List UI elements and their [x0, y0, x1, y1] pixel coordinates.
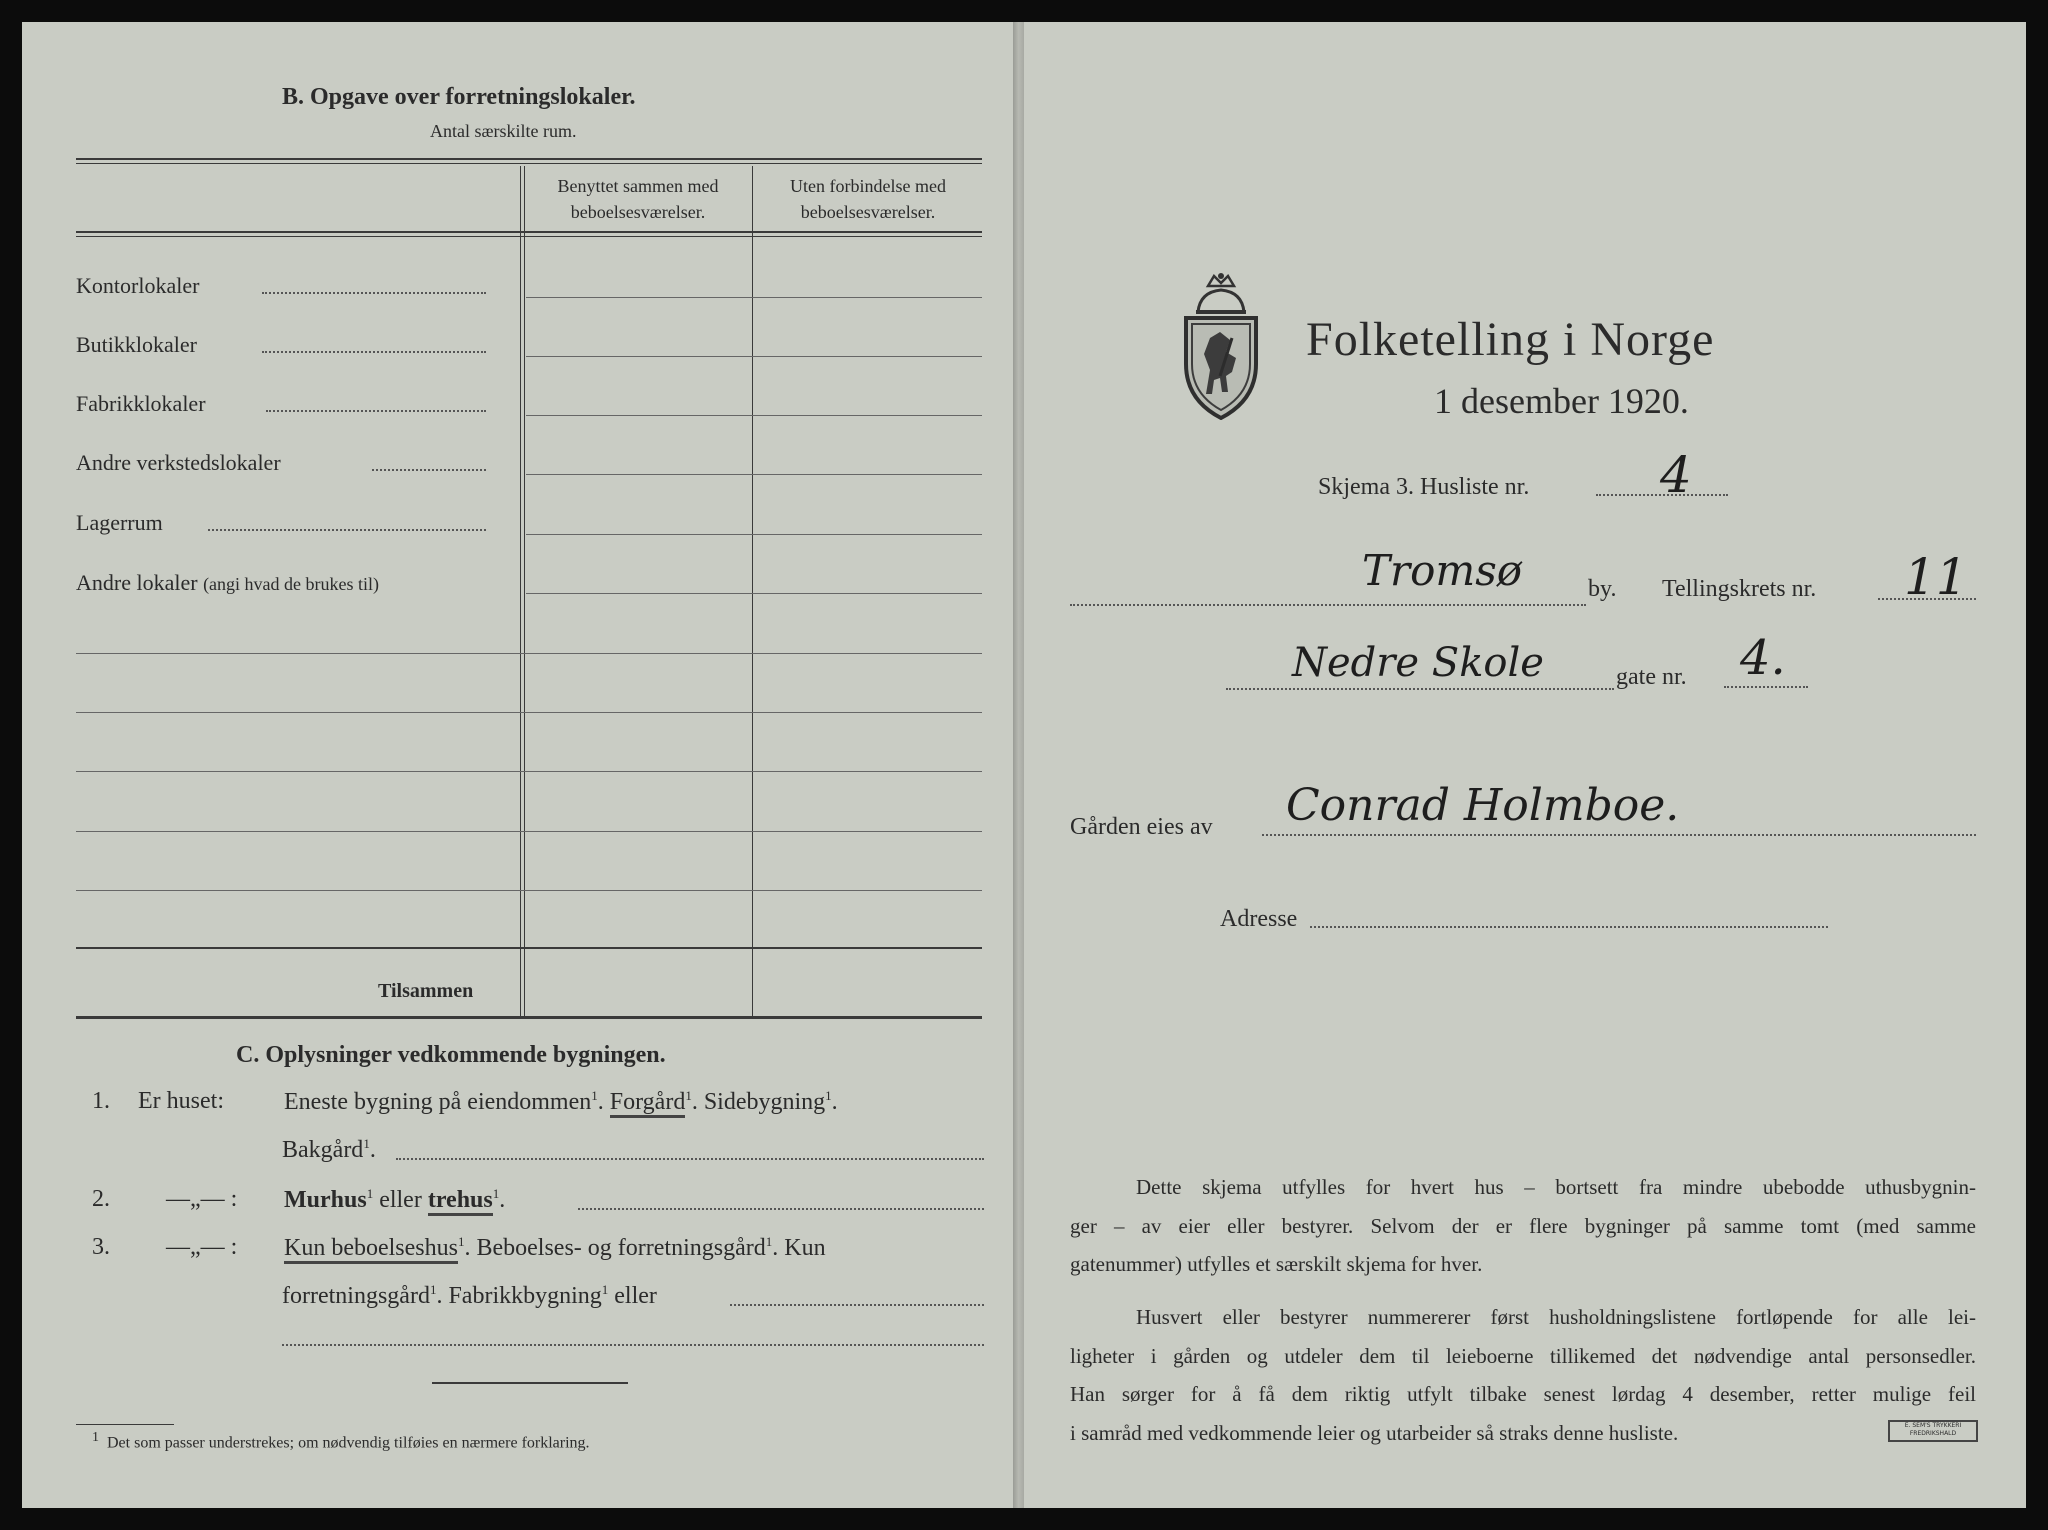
q2-opt-murhus: Murhus: [284, 1187, 367, 1213]
col1-header-line1: Benyttet sammen med: [557, 176, 719, 196]
by-label: by.: [1588, 576, 1617, 602]
q3-opt-kun-beboelseshus: Kun beboelseshus: [284, 1235, 458, 1264]
cell-line: [526, 297, 982, 298]
section-b-subtitle: Antal særskilte rum.: [430, 121, 577, 141]
instructions-line: i samråd med vedkommende leier og utarbeider så straks denne husliste.: [1070, 1420, 1679, 1445]
right-page: [1024, 22, 2026, 1508]
row-label-lagerrum: Lagerrum: [76, 510, 163, 535]
q1-opt-forgard: Forgård: [610, 1089, 686, 1118]
fill-line: [282, 1344, 984, 1346]
leader-dots: [266, 410, 486, 412]
table-col-divider-1: [520, 166, 521, 1016]
cell-line: [76, 771, 982, 772]
gate-line: [1724, 686, 1808, 688]
instructions-line: ger – av eier eller bestyrer. Selvom der er flere bygninger på samme tomt (med samme: [1070, 1213, 1976, 1238]
section-end-rule: [432, 1382, 628, 1384]
col2-header-line1: Uten forbindelse med: [790, 176, 946, 196]
footnote-ref: 1: [591, 1088, 598, 1103]
skjema-label: Skjema 3. Husliste nr.: [1318, 474, 1530, 500]
instructions-line: ligheter i gården og utdeler dem til leieboerne tillikemed det nødvendige antal personsedler.: [1070, 1343, 1976, 1368]
city-line: [1070, 604, 1586, 606]
printer-mark-line2: FREDRIKSHALD: [1909, 1430, 1957, 1437]
footnote-number: 1: [92, 1430, 99, 1445]
q1-opt-eneste: Eneste bygning på eiendommen: [284, 1089, 592, 1115]
q1-opt-sidebygning: Sidebygning: [703, 1089, 826, 1115]
total-rule: [76, 947, 982, 949]
table-top-rule-thin: [76, 163, 982, 164]
col2-header-line2: beboelsesværelser.: [800, 202, 936, 222]
q3-options-line2: forretningsgård$^1$. Fabrikkbygning$^1$ eller: [282, 1282, 657, 1309]
tellingskrets-nr-handwritten: 11: [1904, 548, 1968, 606]
footnote-ref: 1: [457, 1234, 465, 1249]
table-header-rule: [76, 231, 982, 233]
andre-lokaler-text: Andre lokaler: [76, 570, 198, 595]
q2-number: 2.: [92, 1186, 110, 1212]
total-label: Tilsammen: [378, 980, 474, 1002]
gate-label: gate nr.: [1616, 664, 1687, 690]
cell-line: [76, 653, 982, 654]
table-header-rule-thin: [76, 236, 982, 237]
street-line: [1226, 688, 1614, 690]
footnote-ref: 1: [366, 1186, 374, 1201]
tellingskrets-label: Tellingskrets nr.: [1662, 576, 1817, 602]
adresse-label: Adresse: [1220, 906, 1298, 932]
street-handwritten: Nedre Skole: [1292, 640, 1544, 686]
instructions-paragraph-2: [1070, 1298, 1976, 1452]
footnote-ref: 1: [492, 1186, 500, 1201]
owner-line: [1262, 834, 1976, 836]
fill-line: [578, 1208, 984, 1210]
row-label-butikklokaler: Butikklokaler: [76, 332, 197, 357]
row-label-fabrikklokaler: Fabrikklokaler: [76, 391, 206, 416]
cell-line: [526, 356, 982, 357]
col1-header-line2: beboelsesværelser.: [570, 202, 706, 222]
norway-coat-of-arms-icon: [1180, 272, 1262, 420]
section-c-title: C. Oplysninger vedkommende bygningen.: [236, 1042, 666, 1068]
cell-line: [526, 474, 982, 475]
q1-options: Eneste bygning på eiendommen$^1$. Forgård$^1$. Sidebygning$^1$.: [284, 1088, 838, 1116]
section-b-title: B. Opgave over forretningslokaler.: [282, 84, 636, 110]
cell-line: [526, 415, 982, 416]
fill-line: [396, 1158, 984, 1160]
q2-options: Murhus$^1$ eller trehus$^1$.: [284, 1186, 505, 1214]
city-handwritten: Tromsø: [1362, 546, 1523, 595]
q1-label: Er huset:: [138, 1088, 224, 1114]
printer-mark: [1888, 1420, 1978, 1442]
row-label-kontorlokaler: Kontorlokaler: [76, 273, 200, 298]
q3-label: —„— :: [166, 1234, 238, 1260]
table-bottom-rule: [76, 1016, 982, 1019]
instructions-line: Han sørger for å få dem riktig utfylt tilbake senest lørdag 4 desember, retter mulige feil: [1070, 1382, 1976, 1406]
q2-label: —„— :: [166, 1186, 238, 1212]
footnote-ref: 1: [363, 1136, 370, 1151]
table-top-rule: [76, 158, 982, 160]
form-title: Folketelling i Norge: [1306, 313, 1715, 366]
instructions-line: Dette skjema utfylles for hvert hus – bortsett fra mindre ubebodde uthusbygnin-: [1136, 1175, 1976, 1199]
footnote-ref: 1: [765, 1234, 773, 1249]
adresse-line: [1310, 926, 1828, 928]
printer-mark-line1: E. SEM'S TRYKKERI: [1904, 1422, 1962, 1429]
leader-dots: [372, 469, 486, 471]
footnote: [92, 1430, 590, 1452]
gate-nr-handwritten: 4.: [1740, 630, 1786, 686]
leader-dots: [208, 529, 486, 531]
footnote-ref: 1: [825, 1088, 832, 1103]
row-label-andre-lokaler: [76, 570, 379, 596]
cell-line: [76, 831, 982, 832]
instructions-line: Husvert eller bestyrer nummererer først husholdningslistene fortløpende for alle lei-: [1136, 1305, 1976, 1329]
q3-opt-fabrikkbygning: Fabrikkbygning: [448, 1283, 602, 1309]
q3-opt-beboelses: Beboelses- og forretningsgård: [476, 1235, 766, 1261]
instructions-line: gatenummer) utfylles et særskilt skjema for hver.: [1070, 1252, 1483, 1276]
q3-number: 3.: [92, 1234, 110, 1260]
q3-opt-forretningsgard: forretningsgård: [282, 1283, 430, 1309]
leader-dots: [262, 292, 486, 294]
q1-opt-bakgard: Bakgård: [282, 1137, 364, 1163]
census-date: 1 desember 1920.: [1434, 381, 1689, 421]
instructions-paragraph-1: [1070, 1168, 1976, 1284]
q1-opt-bakgard-wrap: Bakgård$^1$.: [282, 1136, 376, 1163]
cell-line: [76, 712, 982, 713]
q1-number: 1.: [92, 1088, 110, 1114]
row-label-andre-verkstedslokaler: Andre verkstedslokaler: [76, 450, 281, 475]
footnote-ref: 1: [429, 1282, 437, 1297]
table-col-divider-1b: [524, 166, 525, 1016]
leader-dots: [262, 351, 486, 353]
q3-opt-kun: Kun: [784, 1235, 826, 1261]
owner-label: Gården eies av: [1070, 814, 1213, 840]
q2-eller: eller: [379, 1187, 422, 1213]
cell-line: [526, 593, 982, 594]
q3-options-line1: Kun beboelseshus$^1$. Beboelses- og forretningsgård$^1$. Kun: [284, 1234, 826, 1262]
cell-line: [76, 890, 982, 891]
footnote-ref: 1: [685, 1088, 692, 1103]
cell-line: [526, 534, 982, 535]
fill-line: [730, 1304, 984, 1306]
footnote-text: Det som passer understrekes; om nødvendig tilføies en nærmere forklaring.: [107, 1434, 590, 1452]
andre-lokaler-note: (angi hvad de brukes til): [203, 574, 380, 594]
owner-handwritten: Conrad Holmboe.: [1286, 780, 1680, 831]
q2-opt-trehus: trehus: [428, 1187, 493, 1216]
footnote-ref: 1: [601, 1282, 609, 1297]
footnote-rule: [76, 1424, 174, 1425]
husliste-nr-handwritten: 4: [1660, 446, 1692, 504]
q3-opt-eller: eller: [614, 1283, 657, 1309]
table-col-divider-2: [752, 166, 753, 1016]
